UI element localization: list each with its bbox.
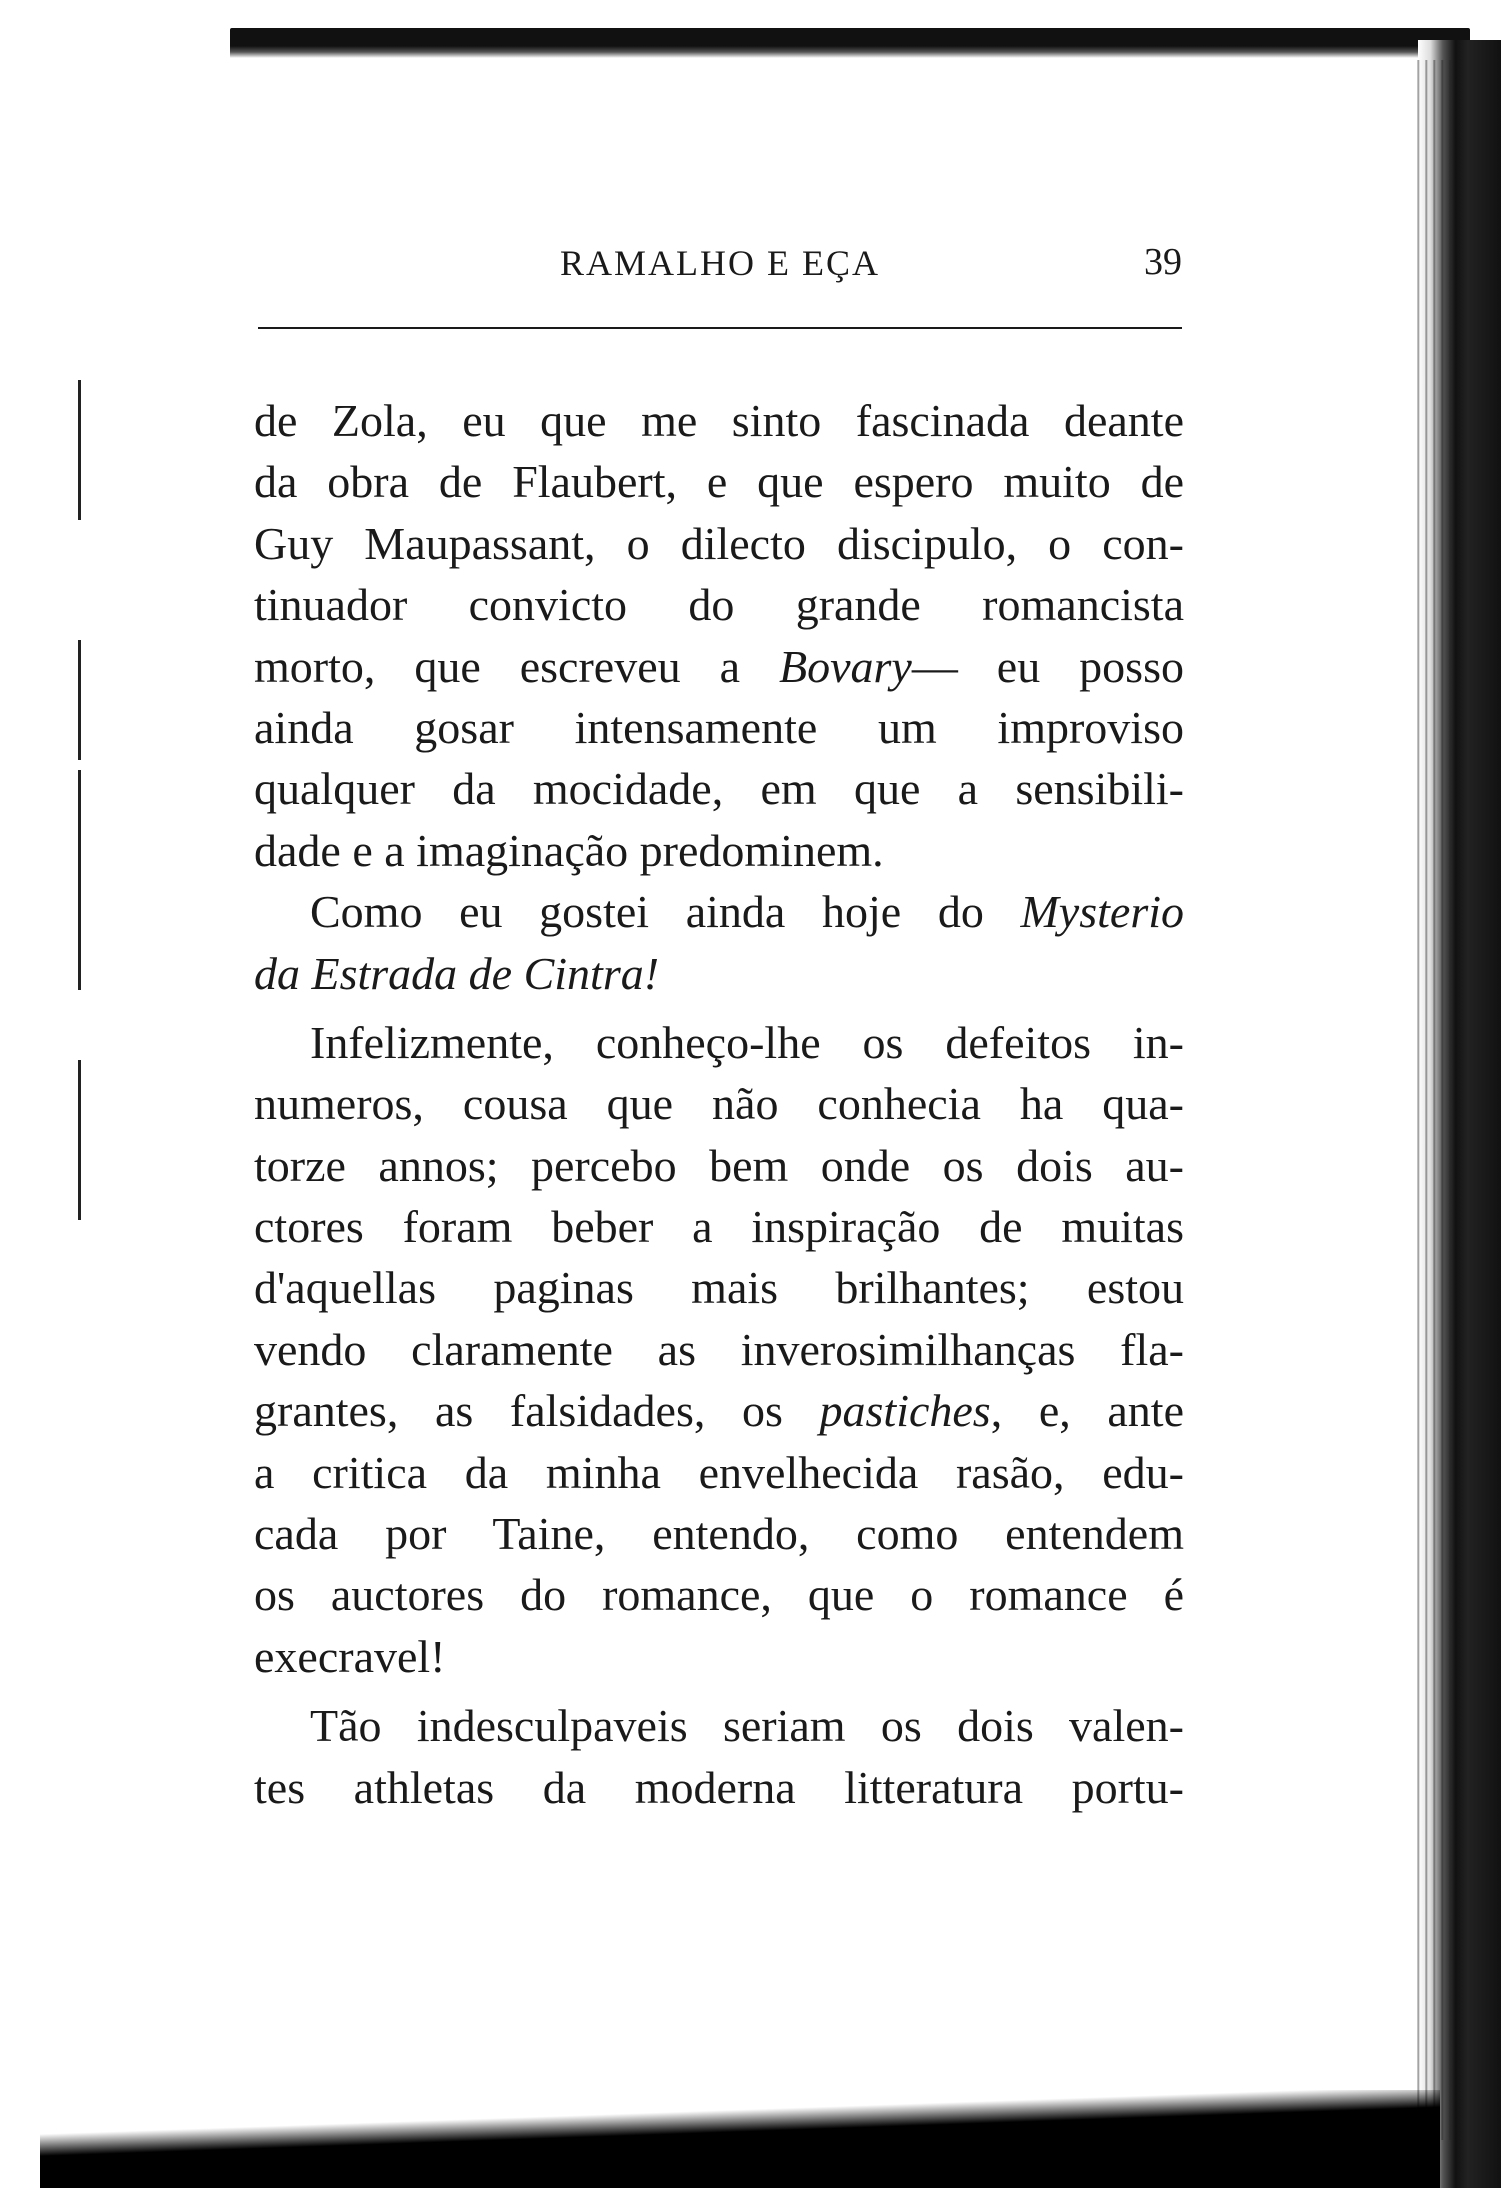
scan-page-edges — [1412, 60, 1452, 2140]
text-line: Tão indesculpaveis seriam os dois valen- — [310, 1700, 1184, 1752]
italic-title-bovary: Bovary — [778, 640, 912, 692]
body-text — [254, 390, 1184, 1818]
running-head — [258, 236, 1182, 292]
text-line: de Zola, eu que me sinto fascinada deante — [254, 395, 1184, 446]
page-number: 39 — [1144, 241, 1182, 283]
text-line: Infelizmente, conheço-lhe os defeitos in- — [310, 1016, 1184, 1068]
text-line: Guy Maupassant, o dilecto discipulo, o con- — [254, 517, 1184, 569]
scan-left-mark — [78, 640, 81, 760]
text-line — [254, 636, 1184, 697]
text-line — [254, 881, 1184, 942]
text-line: execravel! — [254, 1630, 446, 1682]
text-line: tinuador convicto do grande romancista — [254, 579, 1184, 631]
text-segment: , e, ante — [990, 1385, 1185, 1437]
text-segment: Como eu gostei ainda hoje do — [310, 886, 984, 938]
text-line: da obra de Flaubert, e que espero muito de — [254, 456, 1184, 508]
text-segment: morto, que escreveu a — [254, 640, 741, 692]
italic-title-estrada: da Estrada de Cintra! — [254, 947, 660, 999]
running-title: RAMALHO E EÇA — [560, 243, 880, 283]
scan-left-mark — [78, 1060, 81, 1220]
text-segment: — eu posso — [911, 640, 1184, 692]
italic-title-mysterio: Mysterio — [1020, 886, 1184, 938]
text-line: cada por Taine, entendo, como entendem — [254, 1508, 1184, 1560]
scan-left-mark — [78, 770, 81, 990]
text-line: os auctores do romance, que o romance é — [254, 1569, 1184, 1621]
header-rule — [258, 327, 1182, 329]
scan-bottom-edge — [40, 2090, 1440, 2188]
text-line: numeros, cousa que não conhecia ha qua- — [254, 1078, 1184, 1130]
text-line: vendo claramente as inverosimilhanças fla- — [254, 1323, 1184, 1375]
text-segment: grantes, as falsidades, os — [254, 1385, 783, 1437]
text-line: torze annos; percebo bem onde os dois au- — [254, 1139, 1184, 1191]
text-line: ainda gosar intensamente um improviso — [254, 701, 1184, 753]
text-line: tes athletas da moderna litteratura portu- — [254, 1761, 1184, 1813]
text-line — [254, 943, 1184, 1004]
text-line: d'aquellas paginas mais brilhantes; estou — [254, 1262, 1184, 1314]
text-line: qualquer da mocidade, em que a sensibili- — [254, 763, 1184, 815]
text-line: a critica da minha envelhecida rasão, edu- — [254, 1446, 1184, 1498]
text-line — [254, 1380, 1184, 1441]
text-line: ctores foram beber a inspiração de muitas — [254, 1201, 1184, 1253]
italic-word-pastiches: pastiches — [819, 1385, 991, 1437]
scan-left-mark — [78, 380, 81, 520]
scan-top-edge — [230, 28, 1470, 58]
text-line: dade e a imaginação predominem. — [254, 824, 884, 876]
